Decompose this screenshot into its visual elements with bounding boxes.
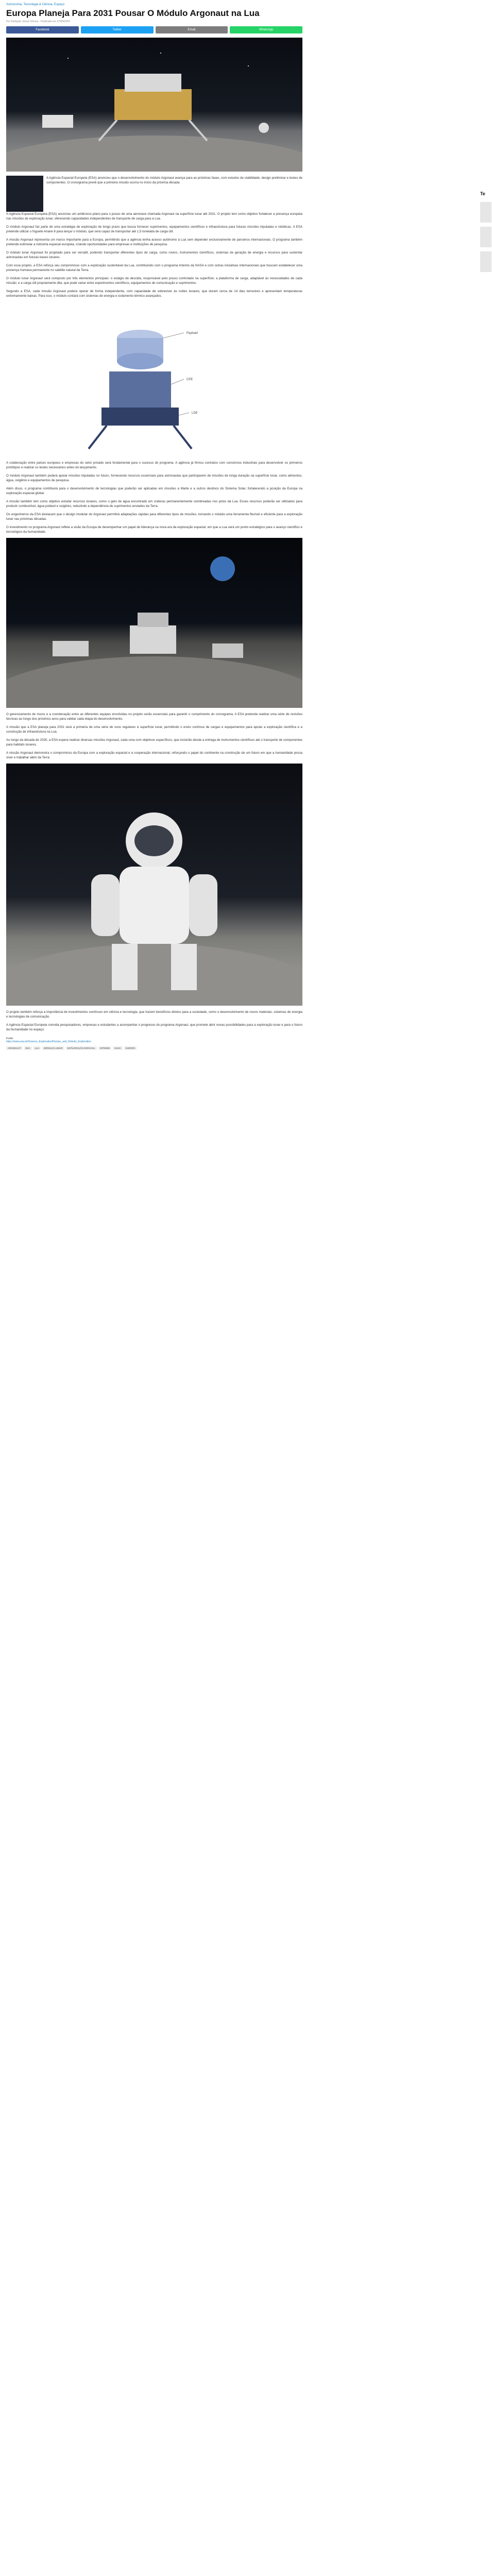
lander-exploded-diagram xyxy=(6,302,302,456)
source-block xyxy=(6,1037,302,1043)
lunar-lander-illustration xyxy=(6,38,302,172)
label-lde: LDE xyxy=(192,412,198,415)
page-title: Europa Planeja Para 2031 Pousar O Módulo Argonaut na Lua xyxy=(6,8,260,18)
article xyxy=(6,0,302,1050)
paragraph: Segundo a ESA, cada missão Argonaut poderá operar de forma independente, com capacidade de sobreviver às noites lunares, que duram cerca de 14 dias terrestres e apresentam temperaturas extremamente baixas. Para isso, o módulo contará com sistemas de energia e isolamento térmico avançados. xyxy=(6,290,302,298)
share-whatsapp-button[interactable]: WhatsApp xyxy=(230,26,302,33)
share-bar xyxy=(6,26,302,33)
paragraph: Ao longo da década de 2030, a ESA espera realizar diversas missões Argonaut, cada uma com objetivos específicos, que incluirão desde a entrega de instrumentos científicos até o transporte de componentes para habitats lunares. xyxy=(6,738,302,747)
tag[interactable]: ARGONAUT xyxy=(6,1046,23,1050)
paragraph: Além disso, o programa contribuirá para o desenvolvimento de tecnologias que poderão ser aplicadas em missões a Marte e a outros destinos do Sistema Solar, fortalecendo a posição da Europa na exploração espacial global. xyxy=(6,487,302,495)
paragraph: A Agência Espacial Europeia convida pesquisadores, empresas e estudantes a acompanhar o progresso do programa Argonaut, que promete abrir novas possibilidades para a exploração lunar e para o futuro da humanidade no espaço. xyxy=(6,1023,302,1031)
label-cpe: CPE xyxy=(186,378,193,381)
paragraph: Com esse projeto, a ESA reforça seu compromisso com a exploração sustentável da Lua, contribuindo com o programa Artemis da NASA e com outras iniciativas internacionais que buscam estabelecer uma presença humana permanente no satélite natural da Terra. xyxy=(6,264,302,272)
tag[interactable]: NASA xyxy=(113,1046,122,1050)
moon-surface-image xyxy=(6,538,302,708)
paragraph: A missão também tem como objetivo estudar recursos lunares, como o gelo de água encontrado em crateras permanentemente sombreadas nos polos da Lua. Esses recursos poderão ser utilizados para produzir combustível, água potável e oxigênio, reduzindo a dependência de suprimentos enviados da Terra. xyxy=(6,500,302,508)
tag[interactable]: MÓDULO LUNAR xyxy=(42,1046,64,1050)
tag[interactable]: ESA xyxy=(24,1046,32,1050)
paragraph: O módulo Argonaut também poderá apoiar missões tripuladas no futuro, fornecendo recursos essenciais para astronautas que participarem de missões de longa duração na superfície lunar, como alimentos, água, oxigênio e equipamentos de pesquisa. xyxy=(6,474,302,482)
astronaut-image xyxy=(6,764,302,1006)
source-link[interactable]: https://www.esa.int/Science_Exploration/Human_and_Robotic_Exploration xyxy=(6,1040,91,1043)
sidebar-heading: Te xyxy=(480,191,485,196)
paragraph: Os engenheiros da ESA destacam que o design modular do Argonaut permitirá adaptações rápidas para diferentes tipos de missões, tornando o módulo uma ferramenta flexível e eficiente para a exploração lunar nas próximas décadas. xyxy=(6,513,302,521)
tag[interactable]: EUROPA xyxy=(124,1046,137,1050)
intro-paragraph: A Agência Espacial Europeia (ESA) anunciou que o desenvolvimento do módulo Argonaut avança para as próximas fases, com estudos de viabilidade, design preliminar e testes de componentes. O cronograma prevê que a primeira missão ocorra no início da próxima década. xyxy=(46,176,302,184)
share-email-button[interactable]: Email xyxy=(156,26,228,33)
intro-block xyxy=(6,176,302,212)
breadcrumb[interactable]: Astronomia, Tecnologia & Ciência, Espaço xyxy=(6,3,64,6)
tag[interactable]: EXPLORAÇÃO ESPACIAL xyxy=(66,1046,97,1050)
paragraph: A missão que a ESA planeja para 2031 será a primeira de uma série de voos regulares à superfície lunar, permitindo o envio contínuo de cargas e equipamentos para apoiar a exploração científica e a construção de infraestrutura na Lua. xyxy=(6,725,302,734)
tag[interactable]: LUA xyxy=(33,1046,41,1050)
lander-diagram xyxy=(6,302,302,456)
paragraph: A missão Argonaut demonstra o compromisso da Europa com a exploração espacial e a cooperação internacional, reforçando o papel do continente na construção de um futuro em que a humanidade possa viver e trabalhar além da Terra. xyxy=(6,751,302,759)
label-payload: Payload xyxy=(186,332,198,335)
paragraph: O módulo Argonaut faz parte de uma estratégia de exploração de longo prazo que busca fornecer suprimentos, equipamentos científicos e infraestrutura para futuras missões tripuladas e robóticas. A ESA pretende utilizar o foguete Ariane 6 para lançar o módulo, que será capaz de transportar até 1,5 tonelada de carga útil. xyxy=(6,225,302,233)
share-facebook-button[interactable]: Facebook xyxy=(6,26,79,33)
sidebar-card[interactable] xyxy=(480,227,491,247)
paragraph: O investimento no programa Argonaut reflete a visão da Europa de desempenhar um papel de liderança na nova era da exploração espacial, em que a Lua será um ponto estratégico para o avanço científico e tecnológico da humanidade. xyxy=(6,526,302,534)
tag-list xyxy=(6,1046,302,1050)
moon-base-illustration xyxy=(6,538,302,708)
paragraph: O gerenciamento de riscos e a coordenação entre as diferentes equipes envolvidas no projeto serão essenciais para garantir o cumprimento do cronograma. A ESA pretende realizar uma série de revisões técnicas ao longo dos próximos anos para validar cada etapa do desenvolvimento. xyxy=(6,713,302,721)
article-meta: Por Redação Jornal Ciência · Publicado em 27/09/2024 xyxy=(6,20,70,23)
paragraph: O módulo lunar Argonaut foi projetado para ser versátil, podendo transportar diferentes tipos de carga, como rovers, instrumentos científicos, sistemas de geração de energia e recursos para sustentar astronautas em futuras bases lunares. xyxy=(6,251,302,259)
astronaut-illustration xyxy=(6,764,302,1006)
paragraph: O módulo lunar Argonaut será composto por três elementos principais: o estágio de descida, responsável pelo pouso controlado na superfície; a plataforma de carga, adaptável às necessidades de cada missão; e a carga útil propriamente dita, que pode variar entre experimentos científicos, equipamentos de comunicação e suprimentos. xyxy=(6,277,302,285)
source-label: Fonte: xyxy=(6,1037,14,1040)
sidebar-card[interactable] xyxy=(480,202,491,223)
tag[interactable]: ARTEMIS xyxy=(98,1046,112,1050)
paragraph: A Agência Espacial Europeia (ESA) anunciou um ambicioso plano para o pouso de uma aeronave chamada Argonaut na superfície lunar até 2031. O projeto tem como objetivo fortalecer a presença europeia nas missões de exploração lunar, oferecendo capacidades independentes de transporte de carga para a Lua. xyxy=(6,212,302,221)
paragraph: O projeto também reforça a importância de investimentos contínuos em ciência e tecnologia, que trazem benefícios diretos para a sociedade, como o desenvolvimento de novos materiais, sistemas de energia e tecnologias de comunicação. xyxy=(6,1010,302,1019)
share-twitter-button[interactable]: Twitter xyxy=(81,26,154,33)
intro-thumbnail xyxy=(6,176,43,212)
paragraph: A missão Argonaut representa um marco importante para a Europa, permitindo que a agência tenha acesso autônomo à Lua sem depender exclusivamente de parceiros internacionais. O programa também pretende estimular a indústria espacial europeia, criando oportunidades para empresas e instituições de pesquisa. xyxy=(6,238,302,246)
paragraph: A colaboração entre países europeus e empresas do setor privado será fundamental para o sucesso do programa. A agência já firmou contratos com consórcios industriais para desenvolver os primeiros protótipos e realizar os testes necessários antes do lançamento. xyxy=(6,461,302,469)
hero-image xyxy=(6,38,302,172)
sidebar xyxy=(478,0,492,2576)
sidebar-card[interactable] xyxy=(480,251,491,272)
